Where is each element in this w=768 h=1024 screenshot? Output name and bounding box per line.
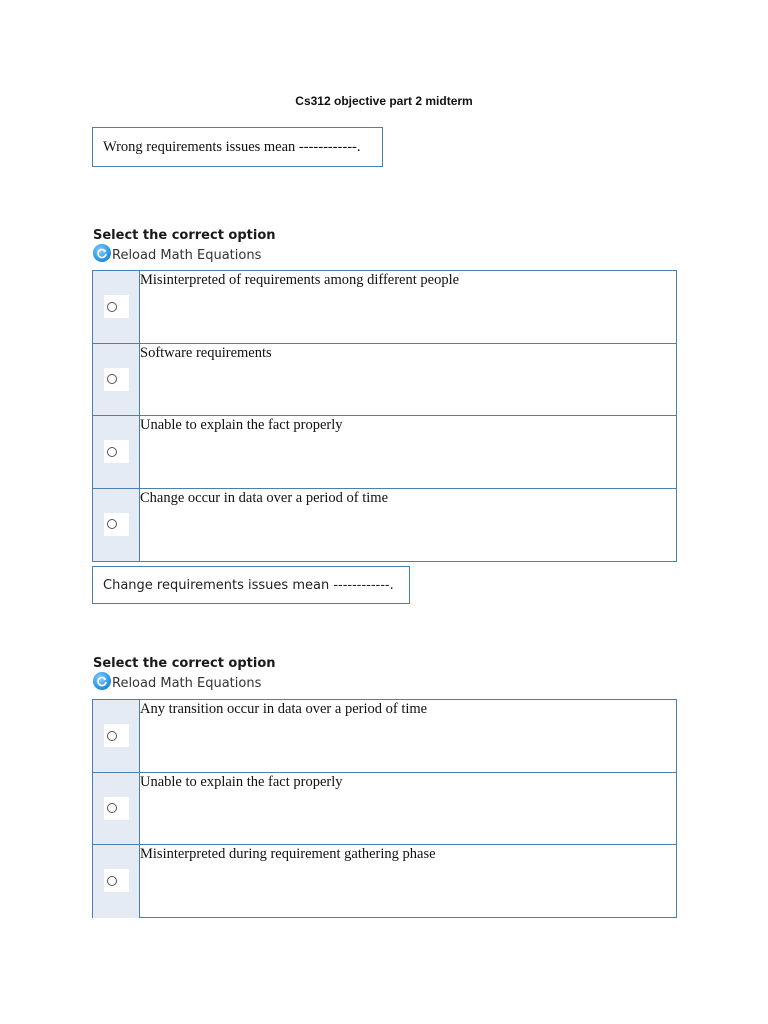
option-text: Any transition occur in data over a period of time bbox=[140, 701, 428, 717]
option-row[interactable] bbox=[93, 845, 676, 918]
option-radio[interactable] bbox=[104, 295, 129, 318]
option-text: Misinterpreted during requirement gathering phase bbox=[140, 846, 436, 862]
option-radio-cell bbox=[93, 344, 140, 416]
option-text: Change occur in data over a period of time bbox=[140, 489, 389, 506]
option-radio-cell bbox=[93, 845, 140, 918]
reload-label[interactable]: Reload Math Equations bbox=[112, 247, 262, 263]
page-title: Cs312 objective part 2 midterm bbox=[295, 94, 473, 108]
question-2-prompt-text: Change requirements issues mean ------------. bbox=[103, 577, 394, 593]
option-row[interactable] bbox=[93, 416, 676, 489]
option-radio-cell bbox=[93, 700, 140, 772]
option-radio-cell bbox=[93, 773, 140, 845]
radio-button-icon[interactable] bbox=[107, 302, 117, 312]
radio-button-icon[interactable] bbox=[107, 876, 117, 886]
reload-icon[interactable] bbox=[93, 672, 111, 690]
question-2-prompt bbox=[92, 566, 410, 604]
question-2-reload-math-link[interactable] bbox=[93, 674, 261, 692]
option-text: Software requirements bbox=[140, 344, 272, 361]
radio-button-icon[interactable] bbox=[107, 447, 117, 457]
option-text: Unable to explain the fact properly bbox=[140, 417, 343, 433]
option-row[interactable] bbox=[93, 271, 676, 344]
question-1-options-table bbox=[92, 270, 677, 562]
question-1-select-label: Select the correct option bbox=[93, 228, 276, 243]
option-row[interactable] bbox=[93, 700, 676, 773]
question-1-prompt bbox=[92, 127, 383, 167]
question-2-options-table bbox=[92, 699, 677, 918]
question-1-prompt-text: Wrong requirements issues mean ------------. bbox=[103, 138, 361, 155]
option-radio[interactable] bbox=[104, 513, 129, 536]
option-radio[interactable] bbox=[104, 797, 129, 820]
option-radio-cell bbox=[93, 416, 140, 488]
radio-button-icon[interactable] bbox=[107, 731, 117, 741]
option-radio[interactable] bbox=[104, 440, 129, 463]
option-text: Misinterpreted of requirements among different people bbox=[140, 272, 460, 288]
option-radio-cell bbox=[93, 271, 140, 343]
radio-button-icon[interactable] bbox=[107, 374, 117, 384]
option-row[interactable] bbox=[93, 344, 676, 417]
reload-icon[interactable] bbox=[93, 244, 111, 262]
option-radio-cell bbox=[93, 489, 140, 562]
question-2-select-label: Select the correct option bbox=[93, 656, 276, 671]
option-radio[interactable] bbox=[104, 724, 129, 747]
radio-button-icon[interactable] bbox=[107, 519, 117, 529]
question-1-reload-math-link[interactable] bbox=[93, 246, 261, 264]
reload-label[interactable]: Reload Math Equations bbox=[112, 675, 262, 691]
radio-button-icon[interactable] bbox=[107, 803, 117, 813]
option-row[interactable] bbox=[93, 489, 676, 562]
option-radio[interactable] bbox=[104, 368, 129, 391]
option-radio[interactable] bbox=[104, 869, 129, 892]
option-text: Unable to explain the fact properly bbox=[140, 773, 343, 790]
option-row[interactable] bbox=[93, 773, 676, 846]
